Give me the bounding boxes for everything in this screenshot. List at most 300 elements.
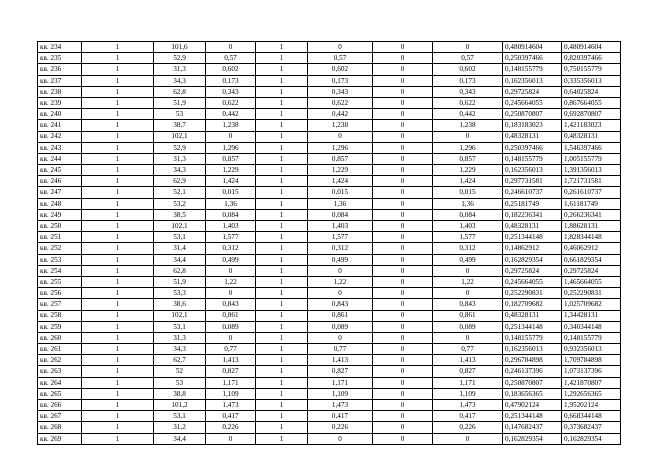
table-cell: 102,1 xyxy=(154,310,206,321)
table-cell: 0,843 xyxy=(433,299,503,310)
table-cell: 0,857 xyxy=(206,153,256,164)
table-cell: кв. 253 xyxy=(38,254,82,265)
table-row xyxy=(38,97,621,108)
table-cell: 0 xyxy=(433,288,503,299)
table-cell: 0 xyxy=(373,120,433,131)
table-cell: 0,417 xyxy=(206,411,256,422)
table-cell: 0,148155779 xyxy=(503,332,562,343)
table-cell: 1,296 xyxy=(308,142,373,153)
table-cell: 0,843 xyxy=(308,299,373,310)
table-cell: 0 xyxy=(373,53,433,64)
table-cell: 1,296 xyxy=(206,142,256,153)
table-cell: 1 xyxy=(256,276,308,287)
table-cell: 0,084 xyxy=(308,209,373,220)
table-cell: 101,6 xyxy=(154,42,206,53)
table-cell: 31,3 xyxy=(154,153,206,164)
table-cell: 1 xyxy=(82,422,154,433)
table-cell: 62,9 xyxy=(154,176,206,187)
table-cell: кв. 256 xyxy=(38,288,82,299)
table-cell: 1 xyxy=(82,64,154,75)
table-cell: 0 xyxy=(433,131,503,142)
table-cell: 1,95202124 xyxy=(562,400,621,411)
table-cell: 1 xyxy=(256,209,308,220)
table-cell: 0 xyxy=(373,97,433,108)
table-row xyxy=(38,377,621,388)
table-row xyxy=(38,243,621,254)
table-cell: 1,413 xyxy=(433,355,503,366)
table-cell: 0,335356013 xyxy=(562,75,621,86)
table-row xyxy=(38,388,621,399)
table-cell: 0,57 xyxy=(308,53,373,64)
table-cell: кв. 259 xyxy=(38,321,82,332)
table-cell: 1,005155779 xyxy=(562,153,621,164)
table-cell: 1 xyxy=(256,366,308,377)
table-row xyxy=(38,344,621,355)
table-cell: 0 xyxy=(373,310,433,321)
table-cell: 0,173 xyxy=(433,75,503,86)
table-cell: 0 xyxy=(373,86,433,97)
table-cell: 0,343 xyxy=(206,86,256,97)
table-cell: 0 xyxy=(206,433,256,444)
table-row xyxy=(38,288,621,299)
table-cell: 1 xyxy=(82,142,154,153)
table-cell: 1 xyxy=(256,422,308,433)
table-cell: 1 xyxy=(82,86,154,97)
table-row xyxy=(38,131,621,142)
table-cell: 0,57 xyxy=(206,53,256,64)
table-cell: 1 xyxy=(256,254,308,265)
table-cell: 53,1 xyxy=(154,321,206,332)
table-cell: 1 xyxy=(82,232,154,243)
table-cell: 0,25181749 xyxy=(503,198,562,209)
table-cell: 1 xyxy=(256,388,308,399)
table-cell: 1 xyxy=(256,265,308,276)
table-cell: 0,661829354 xyxy=(562,254,621,265)
table-cell: 1,413 xyxy=(308,355,373,366)
table-cell: 1 xyxy=(82,53,154,64)
table-cell: 1,424 xyxy=(308,176,373,187)
table-cell: 1 xyxy=(256,321,308,332)
table-cell: 0 xyxy=(373,288,433,299)
table-cell: 0 xyxy=(206,42,256,53)
table-cell: 0,266236341 xyxy=(562,209,621,220)
table-cell: кв. 262 xyxy=(38,355,82,366)
table-row xyxy=(38,176,621,187)
table-cell: 0,148155779 xyxy=(562,332,621,343)
table-cell: 0,602 xyxy=(308,64,373,75)
table-cell: 0,226 xyxy=(206,422,256,433)
table-cell: 0,77 xyxy=(308,344,373,355)
table-cell: 62,7 xyxy=(154,355,206,366)
table-row xyxy=(38,254,621,265)
table-cell: кв. 236 xyxy=(38,64,82,75)
table-cell: 1 xyxy=(82,276,154,287)
table-body xyxy=(38,42,621,445)
table-cell: 0,442 xyxy=(206,109,256,120)
table-cell: 1,229 xyxy=(308,165,373,176)
table-cell: 1 xyxy=(256,288,308,299)
table-cell: 52,9 xyxy=(154,142,206,153)
table-cell: 1 xyxy=(256,243,308,254)
table-cell: кв. 260 xyxy=(38,332,82,343)
table-cell: кв. 237 xyxy=(38,75,82,86)
table-cell: 0 xyxy=(373,42,433,53)
table-cell: 0,162829354 xyxy=(503,433,562,444)
table-cell: 0,148155779 xyxy=(503,153,562,164)
table-cell: 1,546397466 xyxy=(562,142,621,153)
table-cell: 34,3 xyxy=(154,75,206,86)
table-cell: 0 xyxy=(206,265,256,276)
table-cell: 1,109 xyxy=(433,388,503,399)
table-cell: кв. 245 xyxy=(38,165,82,176)
table-cell: 0,48328131 xyxy=(562,131,621,142)
table-cell: 1,473 xyxy=(308,400,373,411)
table-cell: 0,343 xyxy=(308,86,373,97)
table-cell: 0 xyxy=(308,332,373,343)
table-cell: 0,29725824 xyxy=(503,265,562,276)
table-cell: 1 xyxy=(256,120,308,131)
table-cell: 1 xyxy=(82,288,154,299)
table-cell: 0,47902124 xyxy=(503,400,562,411)
table-cell: 0,843 xyxy=(206,299,256,310)
table-cell: 1 xyxy=(82,265,154,276)
table-cell: 0 xyxy=(373,187,433,198)
table-row xyxy=(38,75,621,86)
table-cell: кв. 255 xyxy=(38,276,82,287)
table-cell: 0,226 xyxy=(433,422,503,433)
table-cell: 0 xyxy=(433,42,503,53)
table-cell: 0,183656365 xyxy=(503,388,562,399)
table-row xyxy=(38,142,621,153)
table-cell: 52,1 xyxy=(154,187,206,198)
table-row xyxy=(38,355,621,366)
table-cell: 0,312 xyxy=(206,243,256,254)
table-cell: кв. 254 xyxy=(38,265,82,276)
table-row xyxy=(38,433,621,444)
table-cell: 0,932356013 xyxy=(562,344,621,355)
table-cell: 0,64025824 xyxy=(562,86,621,97)
table-cell: 0,827 xyxy=(308,366,373,377)
table-cell: 0,183183023 xyxy=(503,120,562,131)
table-cell: 0,602 xyxy=(433,64,503,75)
table-cell: кв. 244 xyxy=(38,153,82,164)
table-cell: 0,015 xyxy=(206,187,256,198)
table-cell: 0,48328131 xyxy=(503,131,562,142)
table-cell: 1 xyxy=(256,97,308,108)
table-cell: 0,147682437 xyxy=(503,422,562,433)
table-cell: 1 xyxy=(82,310,154,321)
table-cell: 0,622 xyxy=(308,97,373,108)
table-cell: 1,391356013 xyxy=(562,165,621,176)
table-cell: 1,22 xyxy=(308,276,373,287)
table-cell: 38,5 xyxy=(154,209,206,220)
table-cell: кв. 248 xyxy=(38,198,82,209)
table-cell: кв. 257 xyxy=(38,299,82,310)
table-cell: 1 xyxy=(82,400,154,411)
table-cell: 1 xyxy=(256,221,308,232)
table-cell: кв. 258 xyxy=(38,310,82,321)
table-cell: 0,182236341 xyxy=(503,209,562,220)
table-cell: 0,861 xyxy=(206,310,256,321)
table-cell: 0,084 xyxy=(206,209,256,220)
table-cell: 0,089 xyxy=(433,321,503,332)
table-cell: 1,229 xyxy=(206,165,256,176)
table-cell: 0 xyxy=(373,198,433,209)
table-cell: 0,245664055 xyxy=(503,97,562,108)
table-cell: 0 xyxy=(373,344,433,355)
table-cell: 1,403 xyxy=(206,221,256,232)
table-cell: 34,4 xyxy=(154,254,206,265)
table-cell: 1 xyxy=(82,254,154,265)
table-cell: 1,421183023 xyxy=(562,120,621,131)
table-cell: 1 xyxy=(82,153,154,164)
table-cell: 1,709784898 xyxy=(562,355,621,366)
table-cell: 1 xyxy=(82,131,154,142)
table-cell: 1,403 xyxy=(308,221,373,232)
table-cell: 0,089 xyxy=(206,321,256,332)
table-cell: кв. 250 xyxy=(38,221,82,232)
table-cell: 34,3 xyxy=(154,165,206,176)
table-cell: 53 xyxy=(154,377,206,388)
table-cell: 0,251344148 xyxy=(503,321,562,332)
table-cell: 0,340344148 xyxy=(562,321,621,332)
table-cell: 1,22 xyxy=(433,276,503,287)
table-cell: 1 xyxy=(82,187,154,198)
table-cell: 1 xyxy=(82,221,154,232)
table-cell: 0 xyxy=(433,265,503,276)
table-cell: 0,245664055 xyxy=(503,276,562,287)
table-cell: 0 xyxy=(373,377,433,388)
table-cell: 1 xyxy=(82,321,154,332)
table-cell: 0,77 xyxy=(433,344,503,355)
table-cell: 0 xyxy=(373,422,433,433)
table-cell: 1 xyxy=(82,344,154,355)
apartment-table xyxy=(37,41,621,445)
table-cell: 1,109 xyxy=(308,388,373,399)
table-cell: 34,3 xyxy=(154,344,206,355)
table-cell: кв. 269 xyxy=(38,433,82,444)
table-cell: 0 xyxy=(373,142,433,153)
table-cell: 0,250870807 xyxy=(503,377,562,388)
table-cell: 0 xyxy=(206,332,256,343)
table-cell: 0 xyxy=(373,176,433,187)
table-cell: 0,182709682 xyxy=(503,299,562,310)
table-cell: 1 xyxy=(256,299,308,310)
table-cell: 38,8 xyxy=(154,388,206,399)
table-cell: 1 xyxy=(82,243,154,254)
table-cell: 0,14862912 xyxy=(503,243,562,254)
table-cell: 0,499 xyxy=(206,254,256,265)
table-cell: 0,820397466 xyxy=(562,53,621,64)
table-cell: 0 xyxy=(373,388,433,399)
table-cell: 0 xyxy=(373,243,433,254)
table-cell: 1 xyxy=(256,332,308,343)
table-cell: 1 xyxy=(256,75,308,86)
table-row xyxy=(38,422,621,433)
table-row xyxy=(38,221,621,232)
table-cell: 0,246137396 xyxy=(503,366,562,377)
table-cell: 0,602 xyxy=(206,64,256,75)
table-cell: 0 xyxy=(433,433,503,444)
table-cell: кв. 241 xyxy=(38,120,82,131)
table-cell: 0,261610737 xyxy=(562,187,621,198)
table-cell: 1 xyxy=(82,411,154,422)
table-cell: 1 xyxy=(82,388,154,399)
table-cell: 1,424 xyxy=(433,176,503,187)
table-cell: 0,148155779 xyxy=(503,64,562,75)
table-cell: 1 xyxy=(256,310,308,321)
table-cell: 1 xyxy=(82,165,154,176)
table-cell: 0,173 xyxy=(206,75,256,86)
table-cell: 0 xyxy=(373,355,433,366)
table-cell: 0,015 xyxy=(308,187,373,198)
table-cell: 1 xyxy=(82,377,154,388)
table-cell: 102,1 xyxy=(154,131,206,142)
table-row xyxy=(38,209,621,220)
table-row xyxy=(38,332,621,343)
table-cell: 1 xyxy=(256,344,308,355)
table-cell: 1,465664055 xyxy=(562,276,621,287)
table-cell: кв. 252 xyxy=(38,243,82,254)
table-cell: 51,9 xyxy=(154,276,206,287)
table-cell: 0 xyxy=(308,131,373,142)
table-cell: 0,250397466 xyxy=(503,53,562,64)
table-cell: 53 xyxy=(154,109,206,120)
table-cell: 1,073137396 xyxy=(562,366,621,377)
table-cell: 1 xyxy=(256,433,308,444)
table-row xyxy=(38,411,621,422)
table-cell: кв. 261 xyxy=(38,344,82,355)
table-row xyxy=(38,265,621,276)
table-cell: 62,8 xyxy=(154,265,206,276)
table-cell: 1,34428131 xyxy=(562,310,621,321)
table-row xyxy=(38,366,621,377)
table-cell: 1 xyxy=(82,366,154,377)
table-cell: кв. 238 xyxy=(38,86,82,97)
table-cell: 0,162356013 xyxy=(503,344,562,355)
table-cell: 0,015 xyxy=(433,187,503,198)
table-cell: 1 xyxy=(82,120,154,131)
table-cell: 0 xyxy=(373,366,433,377)
table-cell: 102,1 xyxy=(154,221,206,232)
table-cell: 1 xyxy=(256,86,308,97)
table-cell: 0,252290831 xyxy=(503,288,562,299)
table-cell: 1,421870807 xyxy=(562,377,621,388)
table-cell: 0 xyxy=(373,109,433,120)
table-cell: 0 xyxy=(433,332,503,343)
table-row xyxy=(38,109,621,120)
table-row xyxy=(38,310,621,321)
table-cell: 52 xyxy=(154,366,206,377)
table-row xyxy=(38,321,621,332)
table-cell: 0,250397466 xyxy=(503,142,562,153)
table-row xyxy=(38,232,621,243)
table-cell: 0 xyxy=(308,288,373,299)
table-row xyxy=(38,153,621,164)
table-cell: 1,025709682 xyxy=(562,299,621,310)
table-cell: 0,442 xyxy=(433,109,503,120)
table-cell: 38,7 xyxy=(154,120,206,131)
table-cell: кв. 247 xyxy=(38,187,82,198)
table-cell: 1 xyxy=(256,153,308,164)
table-cell: 1,577 xyxy=(206,232,256,243)
table-cell: 1,577 xyxy=(433,232,503,243)
table-cell: 0 xyxy=(308,42,373,53)
table-cell: 0 xyxy=(308,433,373,444)
table-cell: 1 xyxy=(82,198,154,209)
table-cell: 1 xyxy=(256,142,308,153)
table-cell: 1,22 xyxy=(206,276,256,287)
table-cell: 0 xyxy=(206,288,256,299)
table-row xyxy=(38,86,621,97)
table-cell: 1,577 xyxy=(308,232,373,243)
table-row xyxy=(38,120,621,131)
table-cell: 1,36 xyxy=(206,198,256,209)
table-cell: 0,162356013 xyxy=(503,165,562,176)
table-cell: 1,403 xyxy=(433,221,503,232)
table-cell: кв. 249 xyxy=(38,209,82,220)
table-cell: 0,867664055 xyxy=(562,97,621,108)
table-cell: 0,480914604 xyxy=(503,42,562,53)
table-cell: кв. 246 xyxy=(38,176,82,187)
table-cell: 1,88628131 xyxy=(562,221,621,232)
table-cell: кв. 243 xyxy=(38,142,82,153)
table-cell: 0,750155779 xyxy=(562,64,621,75)
table-cell: кв. 266 xyxy=(38,400,82,411)
table-cell: 0 xyxy=(373,221,433,232)
table-row xyxy=(38,42,621,53)
table-cell: 1,36 xyxy=(433,198,503,209)
table-cell: 0,692870807 xyxy=(562,109,621,120)
table-cell: 0,46062912 xyxy=(562,243,621,254)
table-cell: 0 xyxy=(373,332,433,343)
table-cell: 1,473 xyxy=(206,400,256,411)
table-cell: кв. 240 xyxy=(38,109,82,120)
table-cell: 1 xyxy=(256,187,308,198)
table-cell: 1,36 xyxy=(308,198,373,209)
table-cell: 0,48328131 xyxy=(503,221,562,232)
table-cell: 53,2 xyxy=(154,198,206,209)
table-cell: 0,373682437 xyxy=(562,422,621,433)
table-cell: 0,857 xyxy=(433,153,503,164)
table-cell: 0,084 xyxy=(433,209,503,220)
table-cell: 1 xyxy=(82,75,154,86)
table-cell: 0,226 xyxy=(308,422,373,433)
table-cell: 34,4 xyxy=(154,433,206,444)
table-cell: 31,3 xyxy=(154,64,206,75)
table-row xyxy=(38,53,621,64)
table-cell: 0 xyxy=(373,400,433,411)
table-cell: 1 xyxy=(256,198,308,209)
table-cell: 1,238 xyxy=(433,120,503,131)
table-cell: 1,721731581 xyxy=(562,176,621,187)
table-cell: 0,173 xyxy=(308,75,373,86)
table-cell: 1,296 xyxy=(433,142,503,153)
table-cell: 1 xyxy=(82,42,154,53)
table-row xyxy=(38,276,621,287)
table-cell: 0,827 xyxy=(433,366,503,377)
table-cell: 1 xyxy=(256,165,308,176)
table-cell: 1 xyxy=(256,53,308,64)
table-cell: 31,2 xyxy=(154,422,206,433)
table-cell: 31,3 xyxy=(154,332,206,343)
table-cell: 0 xyxy=(373,232,433,243)
table-row xyxy=(38,187,621,198)
table-cell: 0,57 xyxy=(433,53,503,64)
table-cell: 1 xyxy=(82,433,154,444)
table-cell: 0,499 xyxy=(433,254,503,265)
table-cell: 0 xyxy=(206,131,256,142)
